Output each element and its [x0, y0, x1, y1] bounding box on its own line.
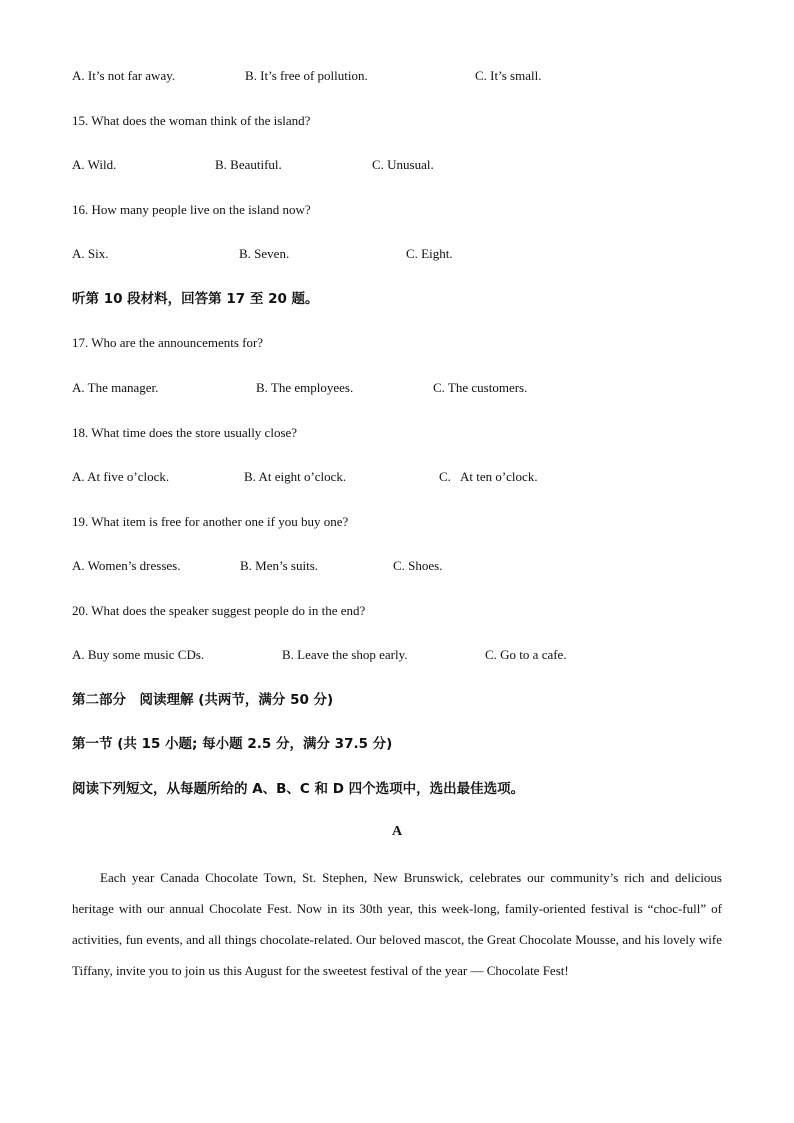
- q18-option-a: A. At five o’clock.: [72, 469, 170, 484]
- q17-option-c: C. The customers.: [433, 380, 528, 395]
- q18-option-c: C. At ten o’clock.: [439, 469, 538, 484]
- q15-option-b: B. Beautiful.: [215, 157, 282, 172]
- q19-question: 19. What item is free for another one if you buy one?: [72, 514, 349, 529]
- q19-option-b: B. Men’s suits.: [240, 558, 319, 573]
- q17-question: 17. Who are the announcements for?: [72, 335, 264, 350]
- q17-option-b: B. The employees.: [256, 380, 354, 395]
- section-one-heading: 第一节 (共 15 小题; 每小题 2.5 分，满分 37.5 分): [72, 736, 393, 752]
- q20-question: 20. What does the speaker suggest people do in the end?: [72, 603, 366, 618]
- q19-option-c: C. Shoes.: [393, 558, 443, 573]
- passage-paragraph: Each year Canada Chocolate Town, St. Stephen, New Brunswick, celebrates our community’s rich and delicious heritage with our annual Chocolate Fest. Now in its 30th year, this week-long, family-oriented festival is “choc-full” of activities, fun events, and all things chocolate-related. Our beloved mascot, the Great Chocolate Mousse, and his lovely wife Tiffany, invite you to join us this August for the sweetest festival of the year — Chocolate Fest!: [72, 870, 722, 978]
- q15-option-a: A. Wild.: [72, 157, 117, 172]
- q18-option-b: B. At eight o’clock.: [244, 469, 347, 484]
- q15-question: 15. What does the woman think of the island?: [72, 113, 311, 128]
- section-10-heading: 听第 10 段材料，回答第 17 至 20 题。: [72, 291, 319, 307]
- q14-option-a: A. It’s not far away.: [72, 68, 176, 83]
- q20-option-c: C. Go to a cafe.: [485, 647, 567, 662]
- q16-option-a: A. Six.: [72, 246, 109, 261]
- q16-option-c: C. Eight.: [406, 246, 453, 261]
- q18-question: 18. What time does the store usually close?: [72, 425, 298, 440]
- part-two-heading: 第二部分 阅读理解 (共两节，满分 50 分): [72, 692, 334, 708]
- q20-option-a: A. Buy some music CDs.: [72, 647, 205, 662]
- q17-option-a: A. The manager.: [72, 380, 159, 395]
- passage-label: A: [391, 824, 403, 839]
- passage-a: [72, 862, 722, 986]
- q14-option-b: B. It’s free of pollution.: [245, 68, 368, 83]
- q19-option-a: A. Women’s dresses.: [72, 558, 181, 573]
- q14-option-c: C. It’s small.: [475, 68, 542, 83]
- reading-instructions: 阅读下列短文，从每题所给的 A、B、C 和 D 四个选项中，选出最佳选项。: [72, 781, 525, 797]
- q16-option-b: B. Seven.: [239, 246, 290, 261]
- q15-option-c: C. Unusual.: [372, 157, 434, 172]
- q20-option-b: B. Leave the shop early.: [282, 647, 408, 662]
- q16-question: 16. How many people live on the island now?: [72, 202, 311, 217]
